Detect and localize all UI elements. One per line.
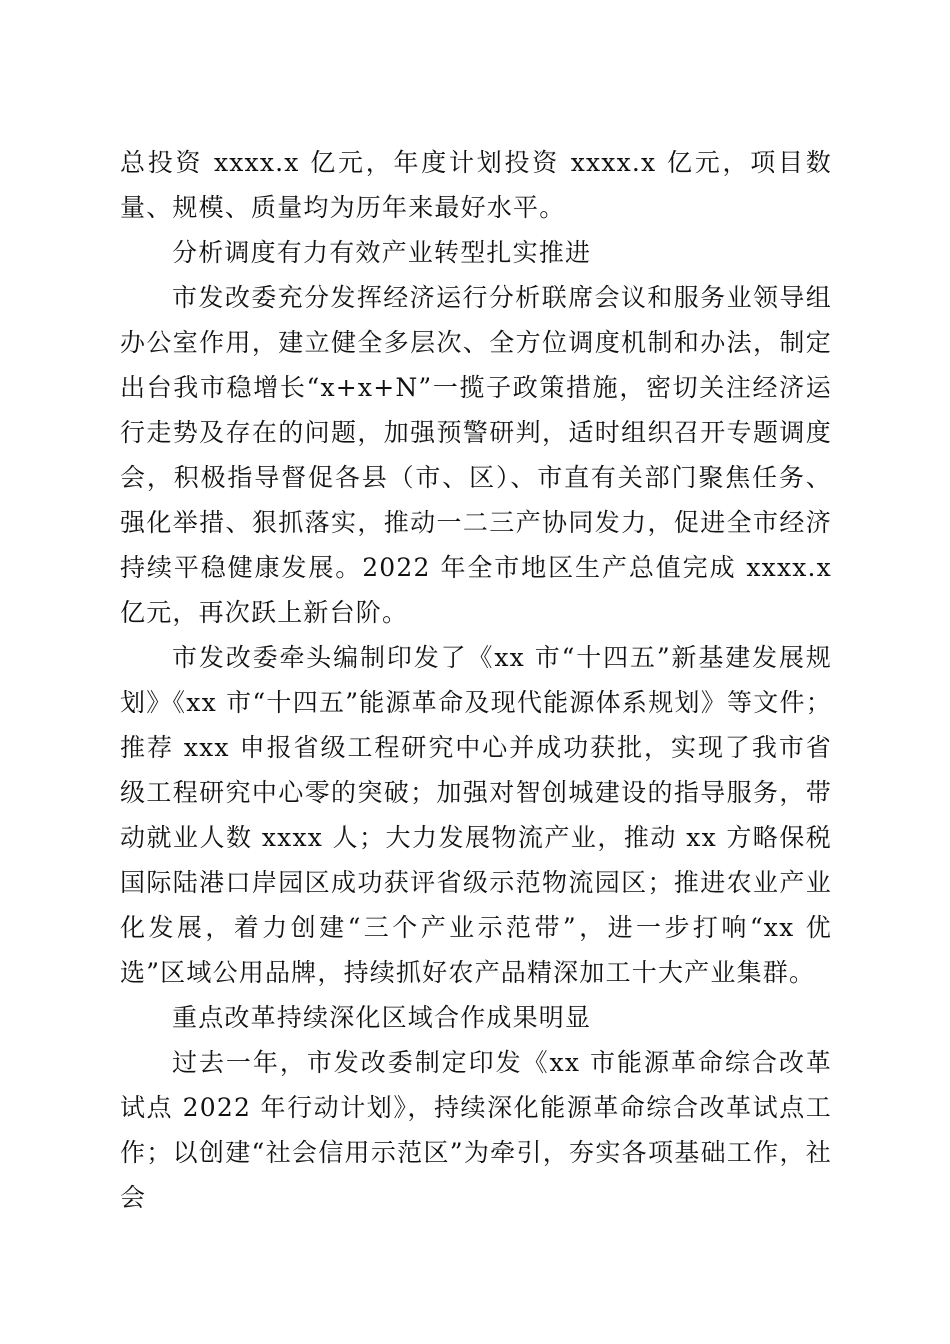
section-heading-analysis: 分析调度有力有效产业转型扎实推进 — [172, 238, 592, 267]
paragraph-economic-dispatch: 市发改委充分发挥经济运行分析联席会议和服务业领导组办公室作用，建立健全多层次、全方位调度机制和办法，制定出台我市稳增长“x+x+N”一揽子政策措施，密切关注经济运行走势及存在的问题，加强预警研判，适时组织召开专题调度会，积极指导督促各县（市、区）、市直有关部门聚焦任务、强化举措、狠抓落实，推动一二三产协同发力，促进全市经济持续平稳健康发展。2022 年全市地区生产总值完成 xxxx.x 亿元，再次跃上新台阶。 — [120, 283, 832, 627]
paragraph-reform-pilot: 过去一年，市发改委制定印发《xx 市能源革命综合改革试点 2022 年行动计划》，持续深化能源革命综合改革试点工作；以创建“社会信用示范区”为牵引，夯实各项基础工作，社会 — [120, 1048, 832, 1212]
document-body — [120, 140, 832, 1220]
paragraph-continuation: 总投资 xxxx.x 亿元，年度计划投资 xxxx.x 亿元，项目数量、规模、质量均为历年来最好水平。 — [120, 148, 832, 222]
section-heading-reform: 重点改革持续深化区域合作成果明显 — [172, 1003, 592, 1032]
paragraph-industry-planning: 市发改委牵头编制印发了《xx 市“十四五”新基建发展规划》《xx 市“十四五”能源革命及现代能源体系规划》等文件；推荐 xxx 申报省级工程研究中心并成功获批，实现了我市省级工程研究中心零的突破；加强对智创城建设的指导服务，带动就业人数 xxxx 人；大力发展物流产业，推动 xx 方略保税国际陆港口岸园区成功获评省级示范物流园区；推进农业产业化发展，着力创建“三个产业示范带”，进一步打响“xx 优选”区域公用品牌，持续抓好农产品精深加工十大产业集群。 — [120, 643, 832, 987]
